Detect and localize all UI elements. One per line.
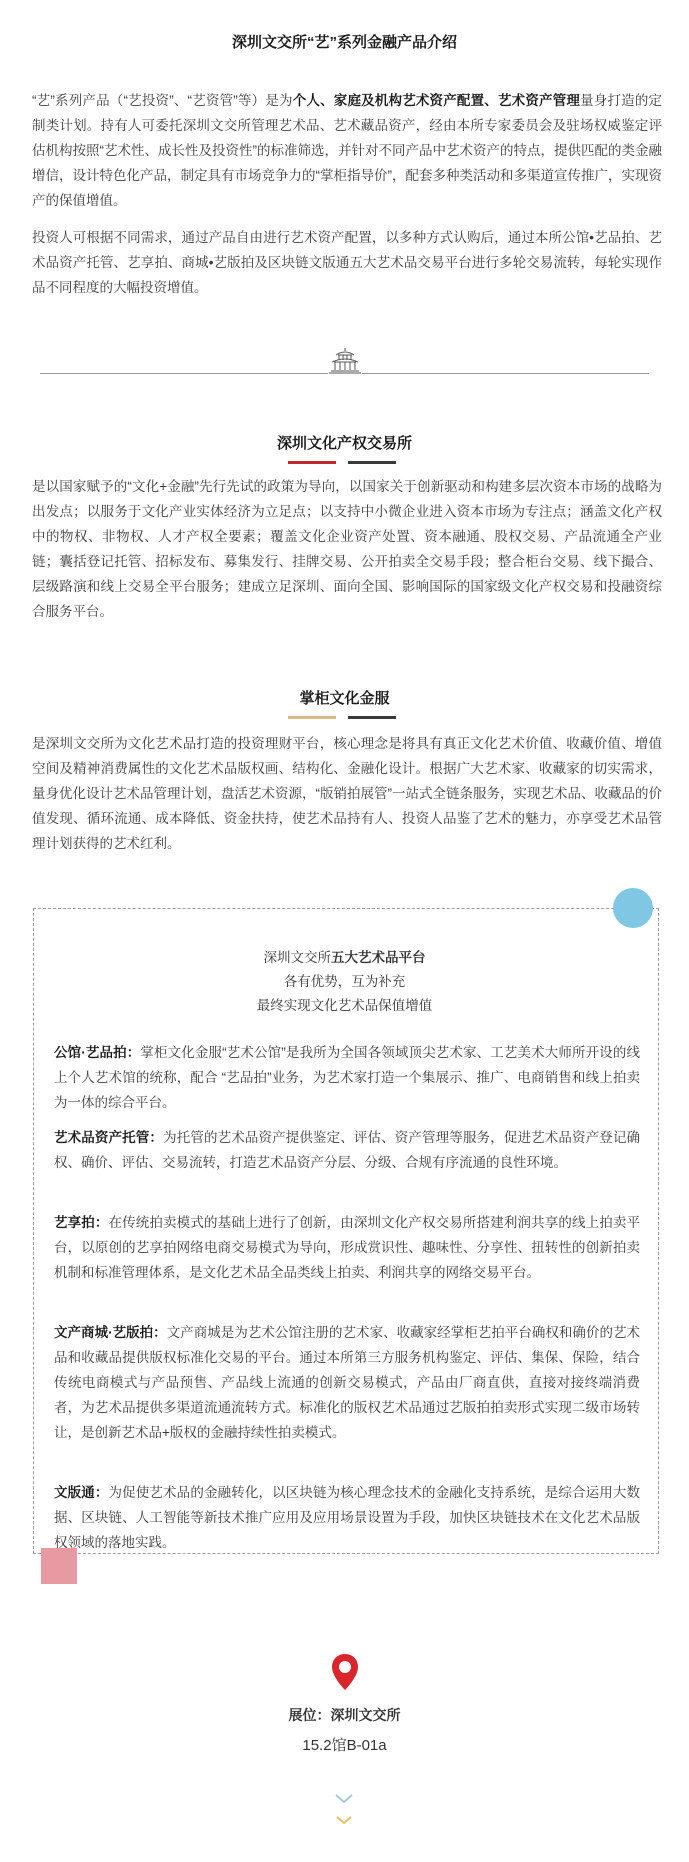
section-text-zhanggui: 是深圳文交所为文化艺术品打造的投资理财平台，核心理念是将具有真正文化艺术价值、收藏价值、增值空间及精神消费属性的文化艺术品版权画、结构化、金融化设计。根据广大艺术家、收藏家的切实需求，量身优化设计艺术品管理计划，盘活艺术资源，“版销拍展管”一站式全链条服务，实现艺术品、收藏品的价值发现、循环流通、成本降低、资金扶持，使艺术品持有人、投资人品鉴了艺术的魅力，亦享受艺术品管理计划获得的艺术红利。 [32, 736, 662, 851]
booth-label: 展位：深圳文交所 [288, 1707, 401, 1723]
platforms-heading-bold: 五大艺术品平台 [331, 950, 426, 965]
section-title-zhanggui: 掌柜文化金服 [299, 690, 390, 707]
pavilion-icon [328, 346, 362, 374]
platforms-heading-a: 深圳文交所 [263, 950, 331, 965]
booth-number: 15.2馆B-01a [302, 1737, 387, 1754]
intro-paragraph-1 [32, 88, 662, 213]
accent-bar-red [288, 461, 336, 464]
intro-text-a: “艺”系列产品（“艺投资”、“艺资管”等）是为 [32, 93, 293, 108]
platform-item [54, 1320, 640, 1445]
platform-item [54, 1480, 640, 1555]
platform-item-name: 艺术品资产托管： [54, 1130, 164, 1145]
platform-item-text: 在传统拍卖模式的基础上进行了创新，由深圳文化产权交易所搭建利润共享的线上拍卖平台，以原创的艺享拍网络电商交易模式为导向，形成赏识性、趣味性、分享性、扭转性的创新拍卖机制和标准管理体系，是文化艺术品全品类线上拍卖、利润共享的网络交易平台。 [54, 1215, 641, 1280]
platforms-subheading-2: 最终实现文化艺术品保值增值 [256, 998, 433, 1013]
platform-item-text: 文产商城是为艺术公馆注册的艺术家、收藏家经掌柜艺拍平台确权和确价的艺术品和收藏品提供版权标准化交易的平台。通过本所第三方服务机构鉴定、评估、集保、保险，结合传统电商模式与产品预售、产品线上流通的创新交易模式，产品由厂商直供，直接对接终端消费者，为艺术品提供多渠道流通流转方式。标准化的版权艺术品通过艺版拍拍卖形式实现二级市场转让，是创新艺术品+版权的金融持续性拍卖模式。 [54, 1325, 641, 1440]
intro-text-bold: 个人、家庭及机构艺术资产配置、艺术资产管理 [292, 93, 581, 108]
accent-bar-gold [288, 716, 336, 719]
page-title: 深圳文交所“艺”系列金融产品介绍 [231, 34, 457, 51]
chevron-down-icon [333, 1792, 355, 1806]
platforms-subheading-1: 各有优势，互为补充 [283, 974, 406, 989]
platform-item [54, 1125, 640, 1175]
platform-item-name: 艺享拍： [54, 1215, 109, 1230]
chevron-down-icon [333, 1814, 355, 1828]
platform-item-text: 为托管的艺术品资产提供鉴定、评估、资产管理等服务，促进艺术品资产登记确权、确价、评估、交易流转，打造艺术品资产分层、分级、合规有序流通的良性环境。 [54, 1130, 641, 1170]
platform-item-text: 掌柜文化金服“艺术公馆”是我所为全国各领域顶尖艺术家、工艺美术大师所开设的线上个人艺术馆的统称，配合 “艺品拍”业务，为艺术家打造一个集展示、推广、电商销售和线上拍卖为一体的综合平台。 [54, 1045, 640, 1110]
platform-item-text: 为促使艺术品的金融转化，以区块链为核心理念技术的金融化支持系统，是综合运用大数据、区块链、人工智能等新技术推广应用及应用场景设置为手段，加快区块链技术在文化艺术品版权领域的落地实践。 [54, 1485, 641, 1550]
location-pin-icon [330, 1652, 360, 1692]
platform-item [54, 1210, 640, 1285]
platform-item [54, 1040, 640, 1115]
section-title-exchange: 深圳文化产权交易所 [276, 435, 412, 452]
platform-item-name: 文产商城·艺版拍： [54, 1325, 167, 1340]
accent-bar-dark [348, 716, 396, 719]
intro-paragraph-2: 投资人可根据不同需求，通过产品自由进行艺术资产配置，以多种方式认购后，通过本所公馆•艺品拍、艺术品资产托管、艺享拍、商城•艺版拍及区块链文版通五大艺术品交易平台进行多轮交易流转，每轮实现作品不同程度的大幅投资增值。 [32, 230, 662, 295]
platform-item-name: 文版通： [54, 1485, 109, 1500]
intro-text-b: 量身打造的定制类计划。持有人可委托深圳文交所管理艺术品、艺术藏品资产，经由本所专家委员会及驻场权威鉴定评估机构按照“艺术性、成长性及投资性”的标准筛选，并针对不同产品中艺术资产的特点，提供匹配的类金融增信，设计特色化产品，制定具有市场竞争力的“掌柜指导价”，配套多种类活动和多渠道宣传推广，实现资产的保值增值。 [32, 93, 663, 208]
platforms-heading [0, 946, 689, 966]
accent-bar-dark [348, 461, 396, 464]
section-text-exchange: 是以国家赋予的“文化+金融”先行先试的政策为导向，以国家关于创新驱动和构建多层次资本市场的战略为出发点；以服务于文化产业实体经济为立足点；以支持中小微企业进入资本市场为专注点；涵盖文化产权中的物权、非物权、人才产权全要素；覆盖文化企业资产处置、资本融通、股权交易、产品流通全产业链；囊括登记托管、招标发布、募集发行、挂牌交易、公开拍卖全交易手段；整合柜台交易、线下撮合、层级路演和线上交易全平台服务；建成立足深圳、面向全国、影响国际的国家级文化产权交易和投融资综合服务平台。 [32, 479, 662, 619]
decorative-circle [613, 888, 653, 928]
platform-item-name: 公馆·艺品拍： [54, 1045, 141, 1060]
